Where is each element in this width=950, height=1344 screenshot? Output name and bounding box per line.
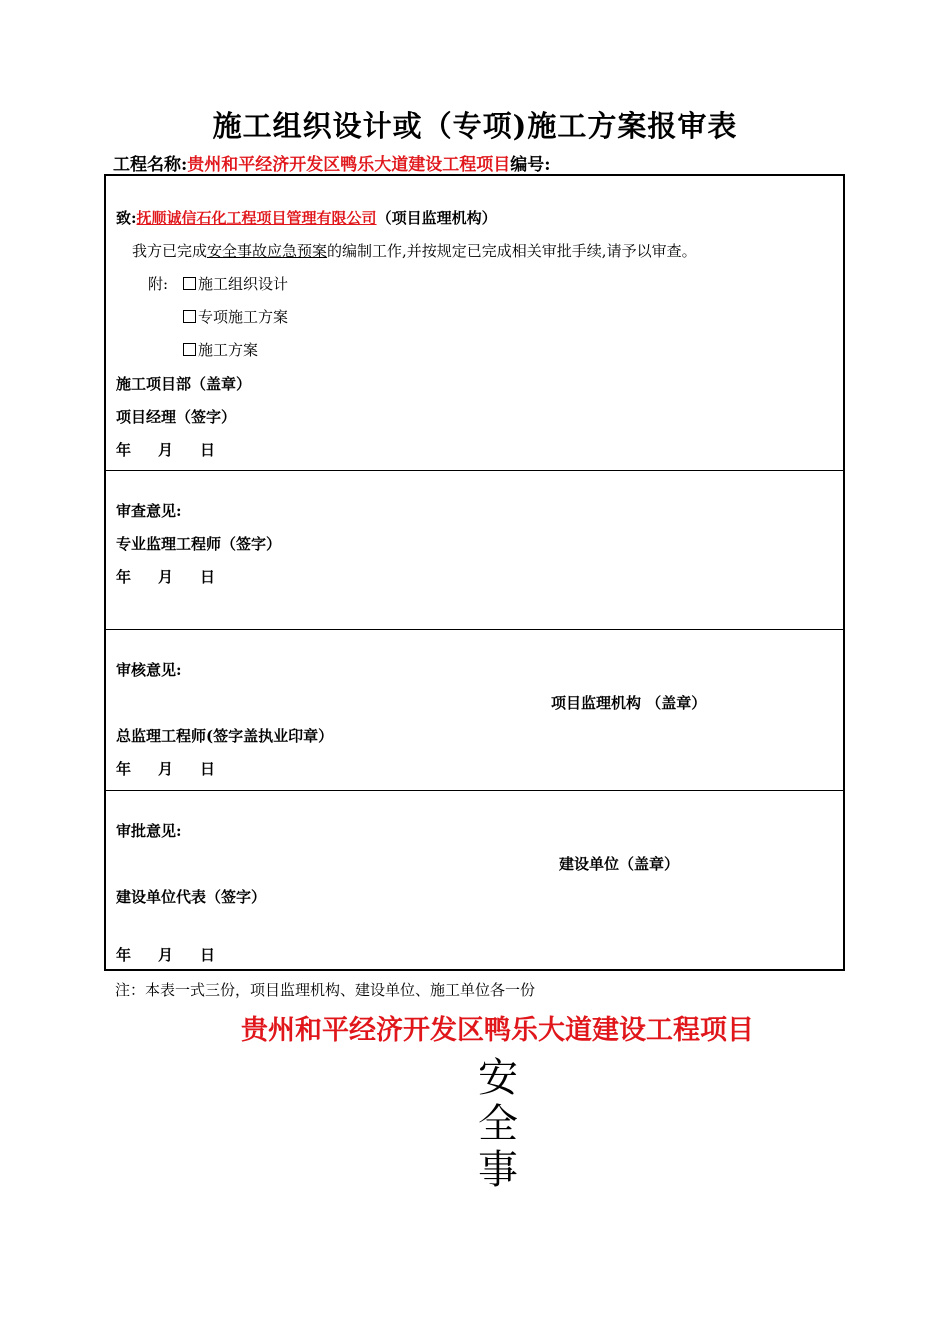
day-label: 日	[200, 760, 216, 778]
supervision-org-stamp: 项目监理机构 （盖章）	[551, 694, 707, 712]
month-label: 月	[158, 760, 174, 778]
project-line	[113, 150, 551, 175]
body-prefix: 我方已完成	[132, 242, 208, 260]
footer-project-name: 贵州和平经济开发区鸭乐大道建设工程项目	[241, 1015, 754, 1046]
document-name: 安全事故应急预案	[207, 242, 328, 260]
year-label: 年	[116, 946, 132, 964]
form-note: 注：本表一式三份，项目监理机构、建设单位、施工单位各一份	[115, 981, 536, 999]
review-opinion-label: 审查意见:	[116, 502, 182, 520]
addressee-label: 致:	[116, 209, 137, 227]
chief-engineer-sign: 总监理工程师(签字盖执业印章）	[116, 727, 334, 745]
vertical-char: 安	[478, 1055, 518, 1101]
attachment-text: 专项施工方案	[198, 308, 289, 326]
month-label: 月	[158, 946, 174, 964]
day-label: 日	[200, 946, 216, 964]
audit-opinion-label: 审核意见:	[116, 661, 182, 679]
year-label: 年	[116, 568, 132, 586]
vertical-char: 事	[478, 1147, 518, 1193]
body-suffix: 的编制工作,并按规定已完成相关审批手续,请予以审查。	[327, 242, 697, 260]
day-label: 日	[200, 441, 216, 459]
owner-unit-stamp: 建设单位（盖章）	[559, 855, 680, 873]
attachment-text: 施工组织设计	[198, 275, 289, 293]
attachment-item	[183, 273, 288, 294]
construction-dept-stamp: 施工项目部（盖章）	[116, 375, 252, 393]
addressee-suffix: （项目监理机构）	[376, 209, 497, 227]
date-line	[116, 944, 215, 965]
owner-representative-sign: 建设单位代表（签字）	[116, 888, 267, 906]
vertical-title	[474, 1055, 522, 1193]
project-manager-sign: 项目经理（签字）	[116, 408, 237, 426]
project-name-label: 工程名称:	[113, 155, 188, 175]
checkbox[interactable]	[183, 343, 196, 356]
attachment-text: 施工方案	[198, 341, 259, 359]
checkbox[interactable]	[183, 277, 196, 290]
approval-form	[104, 174, 845, 971]
supervising-engineer-sign: 专业监理工程师（签字）	[116, 535, 282, 553]
number-label: 编号:	[510, 155, 551, 175]
checkbox[interactable]	[183, 310, 196, 323]
addressee-line	[116, 207, 497, 228]
year-label: 年	[116, 441, 132, 459]
approval-opinion-label: 审批意见:	[116, 822, 182, 840]
vertical-char: 全	[478, 1101, 518, 1147]
month-label: 月	[158, 441, 174, 459]
supervisor-org: 抚顺诚信石化工程项目管理有限公司	[136, 209, 377, 227]
date-line	[116, 566, 215, 587]
attachment-label: 附:	[148, 275, 169, 293]
submission-body	[132, 240, 697, 261]
submission-section	[106, 176, 843, 471]
year-label: 年	[116, 760, 132, 778]
day-label: 日	[200, 568, 216, 586]
month-label: 月	[158, 568, 174, 586]
attachment-item	[183, 306, 288, 327]
page-title: 施工组织设计或（专项)施工方案报审表	[212, 109, 738, 143]
audit-section	[106, 630, 843, 791]
date-line	[116, 439, 215, 460]
date-line	[116, 758, 215, 779]
review-section	[106, 471, 843, 630]
attachment-item	[183, 339, 258, 360]
project-name: 贵州和平经济开发区鸭乐大道建设工程项目	[187, 155, 511, 175]
approval-section	[106, 791, 843, 971]
